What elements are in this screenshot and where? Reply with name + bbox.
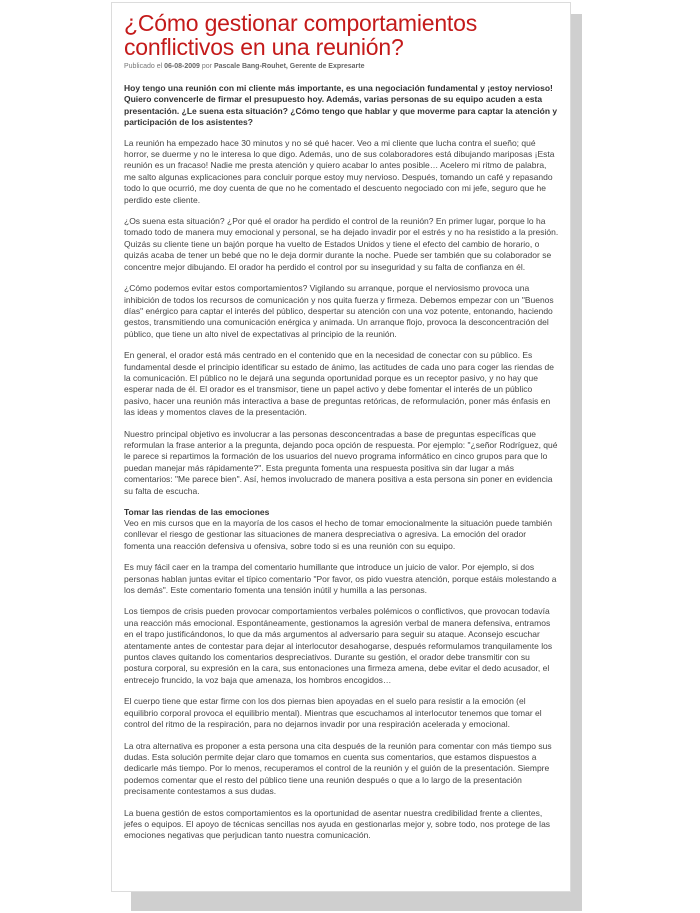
paragraph: ¿Os suena esta situación? ¿Por qué el orador ha perdido el control de la reunión? En primer lugar, porque lo ha tomado todo de manera muy emocional y personal, se ha dejado invadir por el estrés y no ha resistido a la presión. Quizás su cliente tiene un bajón porque ha vuelto de Estados Unidos y tiene el efecto del cambio de horario, o quizás acaba de tener un bebé que no le deja dormir durante la noche. Puede ser también que su colaborador se concentre mejor dibujando. El orador ha perdido el control por su inseguridad y su falta de confianza en él. xyxy=(124,216,559,272)
section-heading: Tomar las riendas de las emociones xyxy=(124,507,270,517)
paragraph: Nuestro principal objetivo es involucrar a las personas desconcentradas a base de preguntas específicas que reformulan la frase anterior a la pregunta, dejando poca opción de respuesta. Por ejemplo: "¿señor Rodríguez, qué le parece si repartimos la formación de los usuarios del nuevo programa informático en cinco grupos para que lo puedan manejar más rápidamente?". Esta pregunta fomenta una respuesta positiva sin dar lugar a más comentarios: "Me parece bien". Así, hemos involucrado de manera positiva a esta persona sin poner en evidencia su falta de escucha. xyxy=(124,428,558,496)
paragraph: En general, el orador está más centrado en el contenido que en la necesidad de conectar con su público. Es fundamental desde el principio identificar su estado de ánimo, las actitudes de cada uno para coger las riendas de la comunicación. El público no le dejará una segunda oportunidad porque es un receptor pasivo, y no hay que esperar nada de él. El orador es el transmisor, tiene un papel activo y debe fomentar el interés de un público pasivo, hacer una reunión más interactiva a base de preguntas retóricas, de reformulación, poner más énfasis en las ideas y momentos claves de la presentación. xyxy=(124,350,554,418)
paragraph: La reunión ha empezado hace 30 minutos y no sé qué hacer. Veo a mi cliente que lucha contra el sueño; qué horror, se duerme y no le interesa lo que digo. Además, uno de sus colaboradores está dibujando mariposas ¡Esta reunión es un fracaso! Nadie me presta atención y quiero acabar lo antes posible… Acelero mi ritmo de palabra, me salto algunas explicaciones para concluir porque estoy muy nervioso. Después, tomando un café y repasando todo lo que ocurrió, me doy cuenta de que no he comentado el descuento negociado con mi jefe, seguro que he perdido este cliente. xyxy=(124,137,555,205)
paragraph: Es muy fácil caer en la trampa del comentario humillante que introduce un juicio de valor. Por ejemplo, si dos personas hablan juntas evitar el típico comentario "Por favor, os pido vuestra atención, porque estáis molestando a los demás". Este comentario fomenta una tensión inútil y humilla a las personas. xyxy=(124,562,557,596)
paragraph: Veo en mis cursos que en la mayoría de los casos el hecho de tomar emocionalmente la situación puede también conllevar el riesgo de gestionar las situaciones de manera despreciativa o agresiva. La emoción del orador fomenta una reacción defensiva u ofensiva, sobre todo si es una reunión con su equipo. xyxy=(124,518,553,551)
paragraph: El cuerpo tiene que estar firme con los dos piernas bien apoyadas en el suelo para resistir a la emoción (el equilibrio corporal provoca el equilibrio mental). Mientras que escuchamos al interlocutor tenemos que tomar el control del ritmo de la respiración, para no dejarnos invadir por una respiración acelerada y emocional. xyxy=(124,696,542,730)
author-name: Pascale Bang-Rouhet, Gerente de Expresarte xyxy=(213,63,365,70)
meta-prefix: Publicado el xyxy=(124,63,163,70)
paragraph: La otra alternativa es proponer a esta persona una cita después de la reunión para comentar con más tiempo sus dudas. Esta solución permite dejar claro que tomamos en cuenta sus comentarios, que estamos dispuestos a dedicarle más tiempo. Por lo menos, recuperamos el control de la reunión y el guión de la presentación. Siempre podemos comentar que el resto del público tiene una reunión después o que a lo largo de la presentación precisamente contestamos a sus dudas. xyxy=(124,740,552,797)
article-meta xyxy=(124,63,559,70)
paragraph: La buena gestión de estos comportamientos es la oportunidad de asentar nuestra credibilidad frente a clientes, jefes o equipos. El apoyo de técnicas sencillas nos ayuda en gestionarlas mejor y, sobre todo, nos protege de las emociones negativas que perjudican tanto nuestra comunicación. xyxy=(124,807,551,841)
article-lead: Hoy tengo una reunión con mi cliente más importante, es una negociación fundamental y ¡estoy nervioso! Quiero convencerle de firmar el presupuesto hoy. Además, varias personas de su equipo acuden a esta presentación. ¿Le suena esta situación? ¿Cómo tengo que hablar y que moverme para captar la atención y participación de los asistentes? xyxy=(124,83,558,128)
meta-by: por xyxy=(201,63,212,70)
paragraph: ¿Cómo podemos evitar estos comportamientos? Vigilando su arranque, porque el nerviosismo provoca una inhibición de todos los recursos de comunicación y nos quita fuerza y firmeza. Debemos empezar con un "Buenos días" enérgico para captar el interés del público, despertar su atención con una voz potente, entonando, haciendo gestos, transmitiendo una comunicación enérgica y animada. Un arranque flojo, provoca la desconcentración del público, que tiene un alto nivel de expectativas al principio de la reunión. xyxy=(124,283,554,339)
article-page xyxy=(111,2,571,892)
publish-date: 06-08-2009 xyxy=(164,63,200,70)
article-title: ¿Cómo gestionar comportamientos conflictivos en una reunión? xyxy=(124,10,478,60)
paragraph: Los tiempos de crisis pueden provocar comportamientos verbales polémicos o conflictivos, que provocan todavía una reacción más emocional. Espontáneamente, gestionamos la agresión verbal de manera defensiva, entramos en el trapo justificándonos, lo que da más argumentos al adversario para seguir su ataque. Aconsejo escuchar atentamente antes de contestar para dejar al interlocutor desahogarse, después reformulamos tranquilamente los puntos claves quitando los comentarios despreciativos. Durante su gestión, el orador debe transmitir con su postura corporal, su expresión en la cara, sus entonaciones una firmeza amena, debe evitar el dedo acusador, el entrecejo fruncido, la voz baja que amenaza, los hombros encogidos… xyxy=(124,606,553,685)
